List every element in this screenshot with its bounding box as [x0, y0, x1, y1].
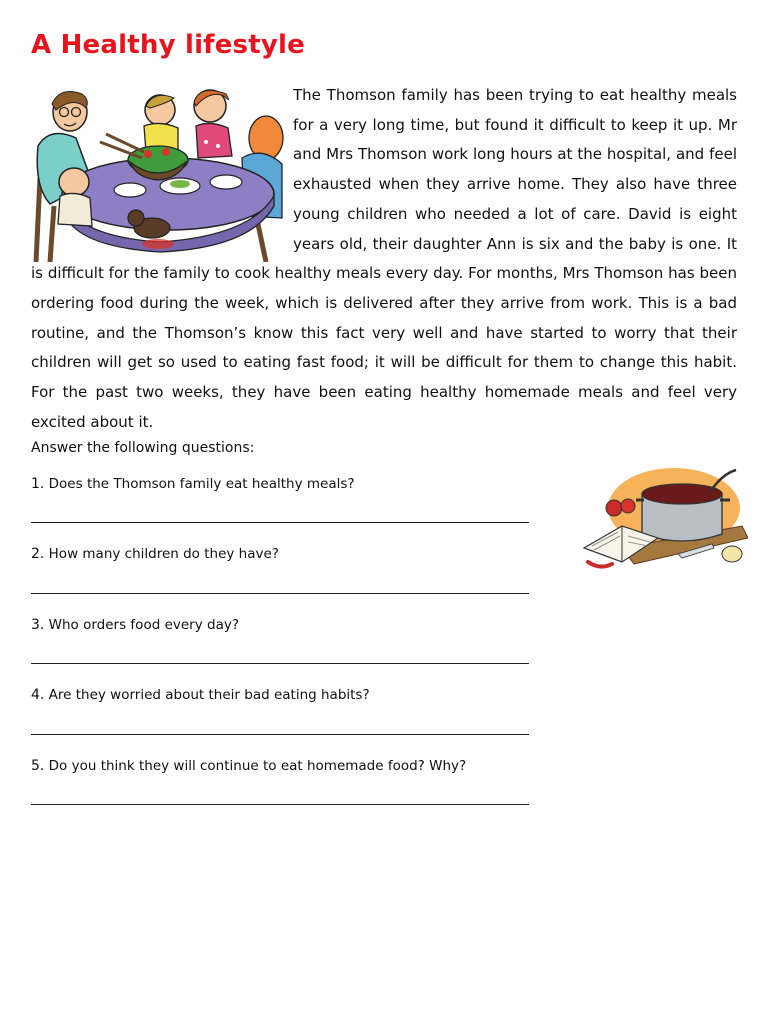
question-text: How many children do they have?	[48, 546, 279, 562]
question-3	[31, 617, 239, 633]
question-text: Do you think they will continue to eat homemade food? Why?	[48, 758, 467, 774]
question-number: 1.	[31, 476, 45, 492]
question-2	[31, 546, 279, 562]
cooking-pot-recipe-book-illustration	[582, 466, 748, 574]
answer-line-1[interactable]	[31, 522, 529, 523]
question-4	[31, 687, 370, 703]
answer-line-2[interactable]	[31, 593, 529, 594]
question-text: Are they worried about their bad eating habits?	[48, 687, 370, 703]
answer-line-5[interactable]	[31, 804, 529, 805]
story-paragraph	[31, 81, 737, 437]
question-1	[31, 476, 355, 492]
question-number: 4.	[31, 687, 45, 703]
question-number: 3.	[31, 617, 45, 633]
question-text: Who orders food every day?	[48, 617, 239, 633]
answer-line-3[interactable]	[31, 663, 529, 664]
question-text: Does the Thomson family eat healthy meals?	[48, 476, 355, 492]
story-text: The Thomson family has been trying to eat healthy meals for a very long time, but found it difficult to keep it up. Mr and Mrs Thomson work long hours at the hospital, and feel exhausted when they arrive home. They also have three young children who needed a lot of care. David is eight years old, their daughter Ann is six and the baby is one. It is difficult for the family to cook healthy meals every day. For months, Mrs Thomson has been ordering food during the week, which is delivered after they arrive from work. This is a bad routine, and the Thomson’s know this fact very well and have started to worry that their children will get so used to eating fast food; it will be difficult for them to change this habit. For the past two weeks, they have been eating healthy homemade meals and feel very excited about it.	[31, 86, 737, 431]
question-number: 2.	[31, 546, 45, 562]
page-title: A Healthy lifestyle	[31, 30, 305, 60]
answer-line-4[interactable]	[31, 734, 529, 735]
question-number: 5.	[31, 758, 45, 774]
illustration-spacer	[31, 81, 293, 259]
questions-heading: Answer the following questions:	[31, 440, 255, 456]
question-5	[31, 758, 466, 774]
